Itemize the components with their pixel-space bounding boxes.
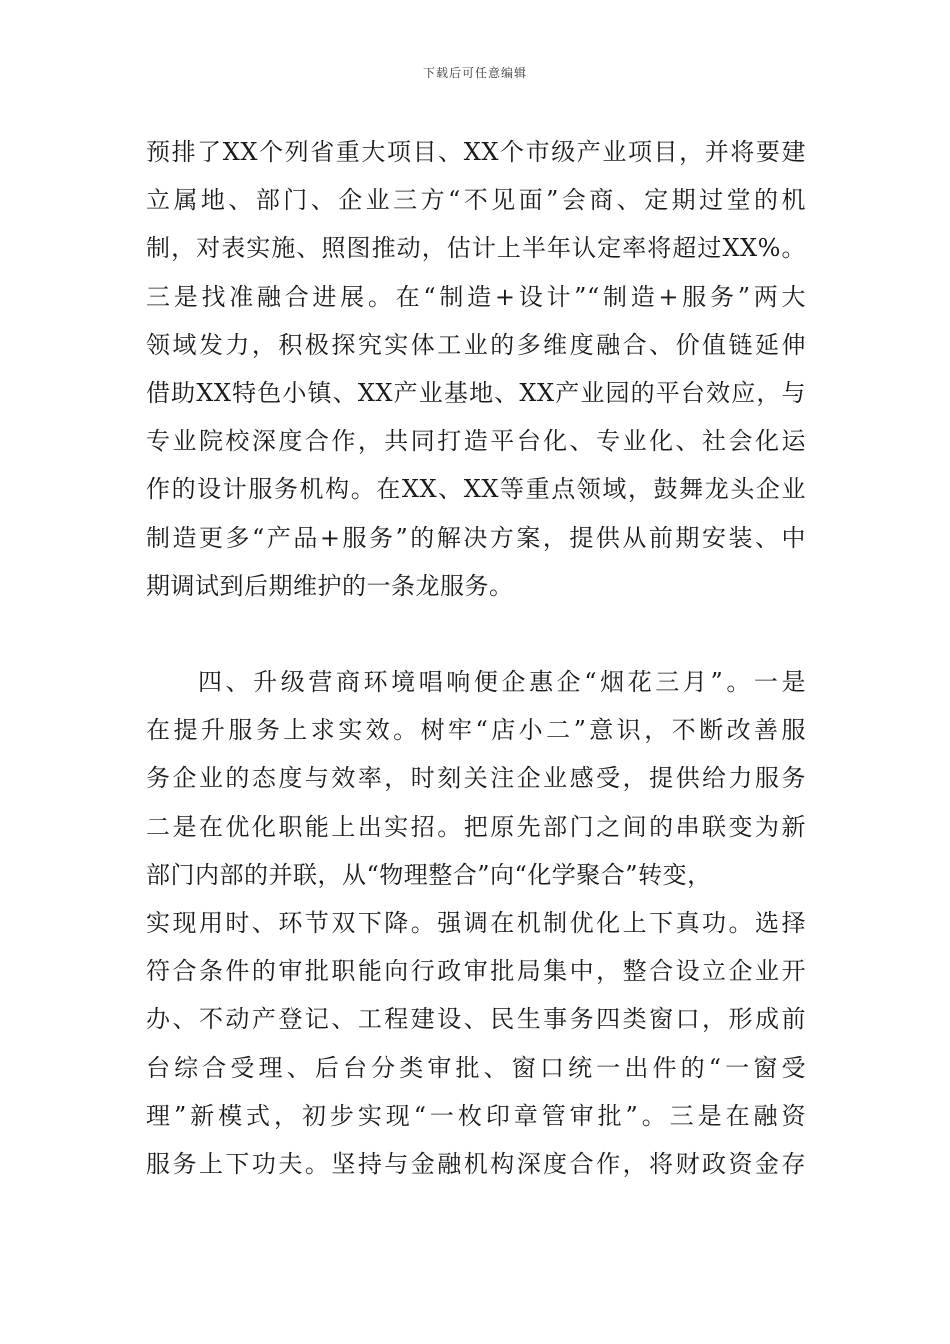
text-line: 作的设计服务机构。在XX、XX等重点领域，鼓舞龙头企业	[146, 475, 806, 504]
text-line: 二是在优化职能上出实招。把原先部门之间的串联变为新	[146, 812, 806, 841]
text-line: 四、升级营商环境唱响便企惠企“烟花三月”。一是	[198, 668, 806, 697]
text-line: 台综合受理、后台分类审批、窗口统一出件的“一窗受	[146, 1053, 806, 1082]
text-line: 在提升服务上求实效。树牢“店小二”意识，不断改善服	[146, 716, 806, 745]
text-line: 办、不动产登记、工程建设、民生事务四类窗口，形成前	[146, 1005, 806, 1034]
text-line: 借助XX特色小镇、XX产业基地、XX产业园的平台效应，与	[146, 378, 806, 407]
text-line: 制，对表实施、照图推动，估计上半年认定率将超过XX%。	[146, 234, 806, 263]
text-line: 理”新模式，初步实现“一枚印章管审批”。三是在融资	[146, 1101, 806, 1130]
text-line: 部门内部的并联，从“物理整合”向“化学聚合”转变，	[146, 860, 712, 889]
text-line: 立属地、部门、企业三方“不见面”会商、定期过堂的机	[146, 186, 806, 215]
text-line: 期调试到后期维护的一条龙服务。	[146, 571, 514, 600]
text-line: 三是找准融合进展。在“制造+设计”“制造+服务”两大	[146, 282, 806, 311]
paragraph-gap	[146, 610, 806, 658]
text-line: 服务上下功夫。坚持与金融机构深度合作，将财政资金存	[146, 1149, 806, 1178]
text-line: 领域发力，积极探究实体工业的多维度融合、价值链延伸	[146, 330, 806, 359]
paragraph-1	[146, 128, 806, 610]
text-line: 专业院校深度合作，共同打造平台化、专业化、社会化运	[146, 427, 806, 456]
text-line: 务企业的态度与效率，时刻关注企业感受，提供给力服务	[146, 764, 806, 793]
page-header-note: 下载后可任意编辑	[422, 66, 527, 80]
document-body	[146, 128, 806, 1188]
text-line: 符合条件的审批职能向行政审批局集中，整合设立企业开	[146, 957, 806, 986]
text-line: 预排了XX个列省重大项目、XX个市级产业项目，并将要建	[146, 138, 806, 166]
text-line: 制造更多“产品+服务”的解决方案，提供从前期安装、中	[146, 523, 806, 552]
text-line: 实现用时、环节双下降。强调在机制优化上下真功。选择	[146, 909, 806, 937]
paragraph-2	[146, 658, 806, 1188]
